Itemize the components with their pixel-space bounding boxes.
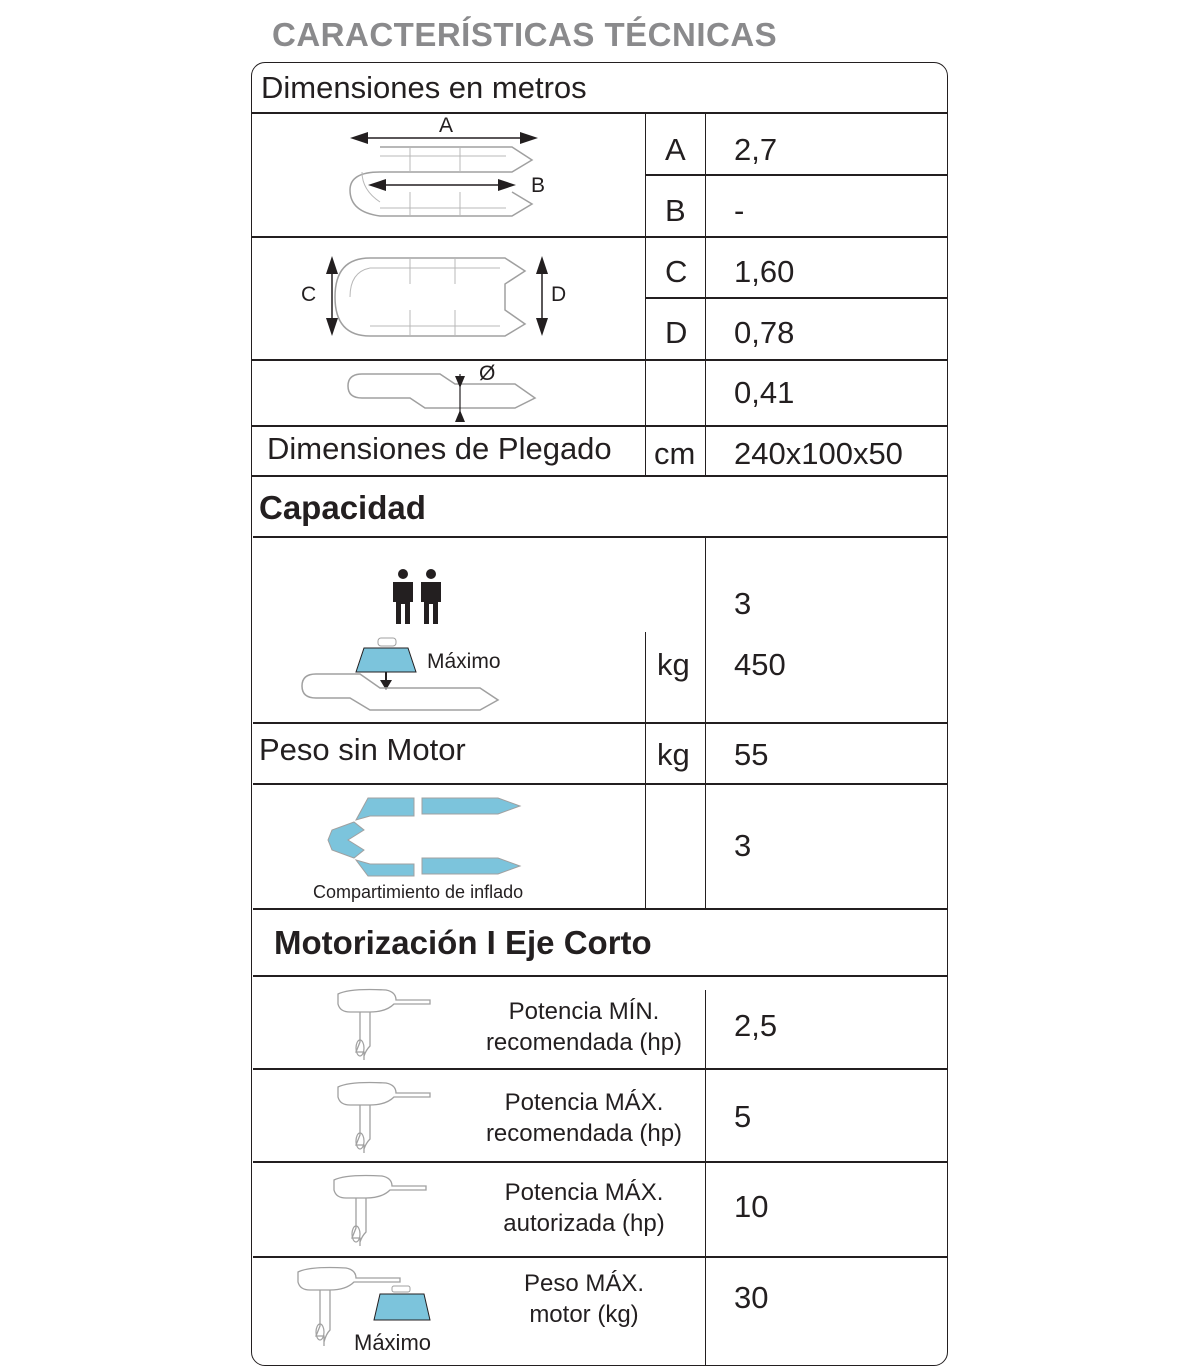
capacity-heading: Capacidad (259, 489, 426, 526)
value-a: 2,7 (734, 132, 778, 167)
divider (253, 1068, 947, 1070)
persons-value: 3 (734, 586, 752, 621)
divider (705, 536, 706, 908)
motor-row1-label: Potencia MÍN. recomendada (hp) (485, 998, 683, 1056)
letter-a: A (665, 132, 686, 167)
divider (253, 536, 947, 538)
label-a: A (439, 114, 454, 137)
divider (253, 783, 947, 785)
max-load-value: 450 (734, 647, 786, 682)
value-diameter: 0,41 (734, 375, 795, 410)
outboard-motor-icon (330, 1077, 440, 1157)
letter-b: B (665, 193, 686, 228)
label-b: B (531, 174, 546, 197)
folded-value: 240x100x50 (734, 436, 903, 471)
letter-d: D (665, 315, 688, 350)
motor-heading: Motorización I Eje Corto (274, 924, 652, 961)
folded-unit: cm (654, 436, 696, 471)
persons-icon (390, 568, 448, 626)
outboard-motor-icon (330, 984, 440, 1064)
motor-row4-label: Peso MÁX. motor (kg) (523, 1270, 645, 1328)
motor-max-label: Máximo (354, 1330, 432, 1355)
divider (253, 722, 947, 724)
divider (646, 174, 947, 176)
divider (645, 112, 646, 475)
value-c: 1,60 (734, 254, 795, 289)
divider (646, 297, 947, 299)
compartments-value: 3 (734, 828, 752, 863)
weight-value: 55 (734, 737, 769, 772)
max-load-unit: kg (657, 647, 690, 682)
outboard-motor-icon (326, 1170, 436, 1250)
label-d: D (551, 283, 567, 306)
motor-row4-value: 30 (734, 1280, 769, 1315)
weight-unit: kg (657, 737, 690, 772)
motor-row3-value: 10 (734, 1189, 769, 1224)
folded-label: Dimensiones de Plegado (267, 431, 612, 466)
page-title: CARACTERÍSTICAS TÉCNICAS (272, 16, 778, 53)
divider (705, 990, 706, 1366)
letter-c: C (665, 254, 688, 289)
compartments-label: Compartimiento de inflado (313, 882, 524, 902)
divider (705, 112, 706, 475)
dimensions-heading: Dimensiones en metros (261, 70, 587, 105)
value-d: 0,78 (734, 315, 795, 350)
compartments-diagram (320, 792, 530, 882)
motor-row1-value: 2,5 (734, 1008, 778, 1043)
divider (253, 1256, 947, 1258)
value-b: - (734, 193, 745, 228)
divider (253, 975, 947, 977)
divider (253, 1161, 947, 1163)
motor-row3-label: Potencia MÁX. autorizada (hp) (503, 1179, 665, 1237)
label-c: C (301, 283, 317, 306)
divider (645, 632, 646, 908)
diameter-symbol: Ø (479, 362, 496, 385)
max-load-label: Máximo (427, 650, 501, 673)
max-load-diagram (300, 636, 510, 716)
boat-width-diagram (320, 236, 560, 360)
divider (253, 908, 947, 910)
weight-label: Peso sin Motor (259, 732, 466, 767)
motor-row2-label: Potencia MÁX. recomendada (hp) (485, 1089, 683, 1147)
weight-icon (370, 1286, 434, 1322)
divider (251, 475, 947, 477)
motor-row2-value: 5 (734, 1099, 752, 1134)
tube-diameter-diagram (340, 360, 550, 426)
